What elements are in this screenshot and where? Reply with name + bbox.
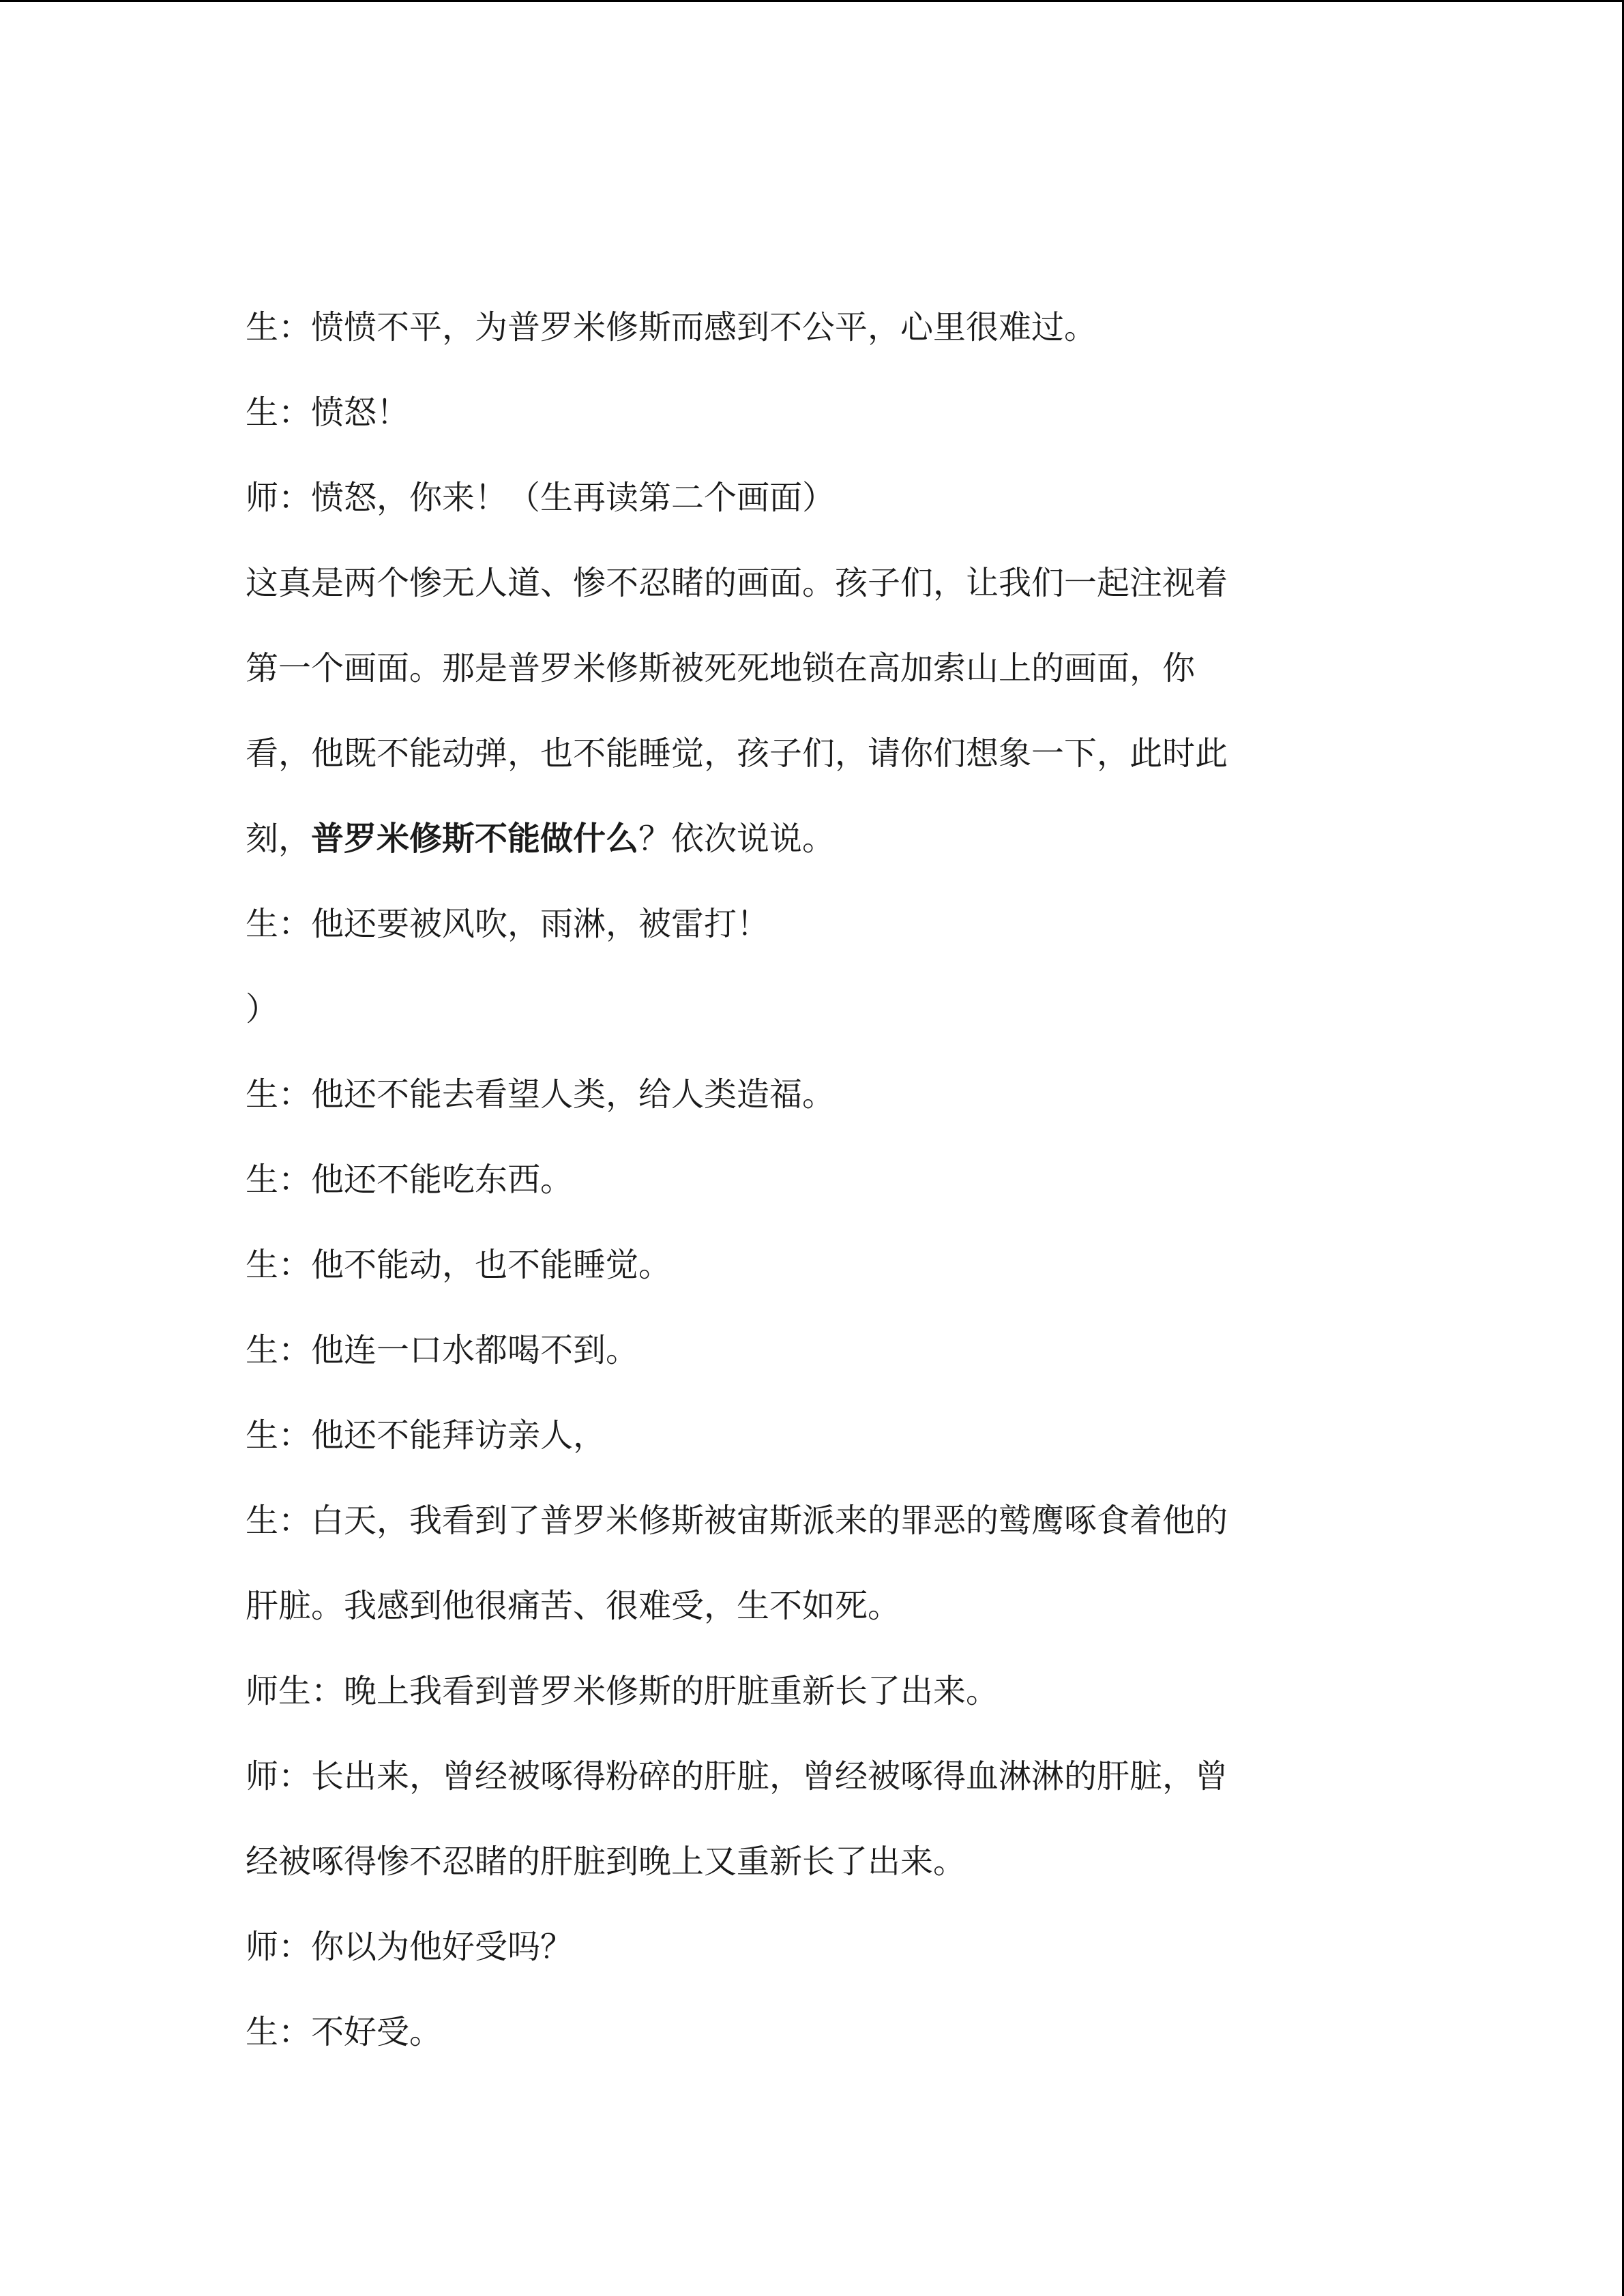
text-line: 师生：晚上我看到普罗米修斯的肝脏重新长了出来。: [246, 1672, 999, 1710]
text-line: 肝脏。我感到他很痛苦、很难受，生不如死。: [246, 1587, 901, 1625]
text-line: 经被啄得惨不忍睹的肝脏到晚上又重新长了出来。: [246, 1843, 966, 1881]
text-line-mixed: [246, 818, 835, 859]
text-line: 生：他连一口水都喝不到。: [246, 1331, 639, 1369]
text-line: 看，他既不能动弹，也不能睡觉，孩子们，请你们想象一下，此时此: [246, 734, 1228, 773]
text-line: 生：白天，我看到了普罗米修斯被宙斯派来的罪恶的鹫鹰啄食着他的: [246, 1502, 1228, 1540]
text-line: 师：长出来，曾经被啄得粉碎的肝脏，曾经被啄得血淋淋的肝脏，曾: [246, 1757, 1228, 1795]
text-line: ）: [246, 990, 279, 1028]
text-line: 生：他还不能去看望人类，给人类造福。: [246, 1075, 836, 1114]
text-line: 师：愤怒，你来！（生再读第二个画面）: [246, 479, 836, 517]
text-line: 生：他还要被风吹，雨淋，被雷打！: [246, 905, 770, 943]
text-line: 生：愤愤不平，为普罗米修斯而感到不公平，心里很难过。: [246, 308, 1097, 346]
bold-question: 普罗米修斯不能做什么: [311, 820, 639, 858]
text-segment: ？依次说说。: [638, 820, 836, 858]
text-line: 生：他不能动，也不能睡觉。: [246, 1246, 672, 1284]
text-segment: 刻，: [246, 820, 312, 858]
text-line: 师：你以为他好受吗？: [246, 1928, 574, 1966]
text-line: 生：不好受。: [246, 2013, 443, 2051]
text-line: 这真是两个惨无人道、惨不忍睹的画面。孩子们，让我们一起注视着: [246, 564, 1228, 602]
text-line: 生：他还不能拜访亲人，: [246, 1416, 606, 1455]
text-line: 第一个画面。那是普罗米修斯被死死地锁在高加索山上的画面，你: [246, 649, 1196, 687]
text-line: 生：愤怒！: [246, 393, 410, 432]
text-line: 生：他还不能吃东西。: [246, 1161, 574, 1199]
